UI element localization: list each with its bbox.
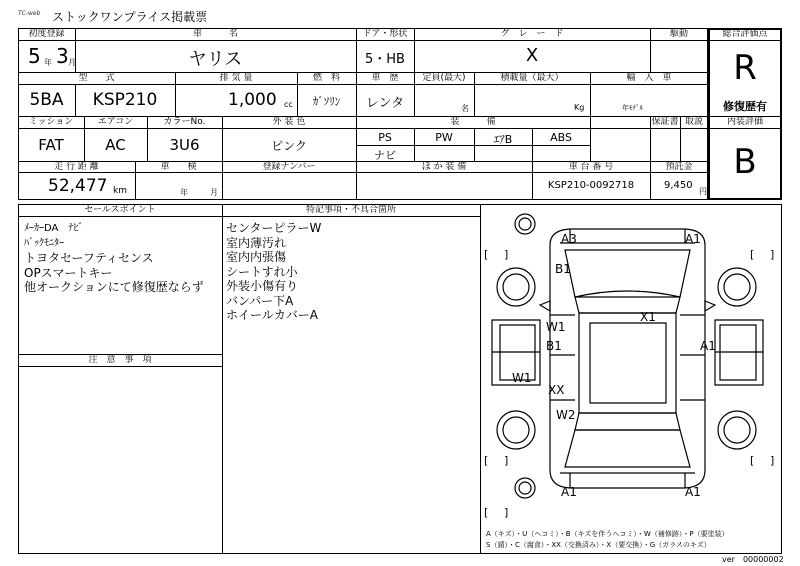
mileage-value: 52,477 [48, 176, 108, 196]
damage-mark-a1-front: A1 [685, 232, 701, 246]
svg-text:[: [ [484, 506, 489, 519]
svg-text:]: ] [504, 454, 509, 467]
model-prefix: 5BA [29, 90, 64, 110]
damage-mark-w1-side: W1 [512, 371, 532, 385]
damage-mark-xx: XX [548, 383, 565, 397]
drive-label: 駆動 [669, 29, 688, 39]
damage-mark-w2: W2 [556, 408, 576, 422]
damage-legend-line2: S（錆）・C（腐食）・XX（交換済み）・X（要交換）・G（ガラスのキズ） [486, 541, 711, 549]
list-item: トヨタセーフティセンス [24, 251, 154, 265]
equipment-airbag: ｴｱB [493, 133, 513, 146]
mileage-label: 走 行 距 離 [54, 162, 99, 172]
list-item: OPスマートキー [24, 265, 113, 280]
damage-mark-w1-pillar: W1 [546, 320, 566, 334]
svg-text:[: [ [750, 248, 755, 261]
interior-grade-label: 内装評価 [726, 117, 763, 127]
special-notes-label: 特記事項・不具合箇所 [305, 205, 396, 215]
overall-grade: R [733, 48, 757, 88]
displacement-label: 排 気 量 [219, 73, 253, 83]
overall-grade-label: 総合評価点 [722, 29, 768, 39]
svg-text:]: ] [770, 248, 775, 261]
list-item: 室内薄汚れ [226, 235, 287, 250]
import-label: 輸 入 車 [626, 73, 672, 83]
exterior-color-value: ピンク [271, 139, 307, 153]
list-item: ホイールカバーA [226, 308, 318, 322]
door-value: 5・HB [365, 52, 405, 67]
list-item: ﾊﾞｯｸﾓﾆﾀｰ [24, 237, 64, 249]
fuel-label: 燃 料 [312, 73, 340, 83]
equipment-ps: PS [378, 131, 392, 144]
chassis-value: KSP210-0092718 [547, 180, 635, 191]
mission-value: FAT [38, 136, 64, 154]
grade-label: グ レ ー ド [500, 29, 564, 39]
damage-mark-a1-rear-left: A1 [561, 485, 577, 499]
aircon-label: エアコン [97, 117, 134, 127]
svg-text:]: ] [504, 506, 509, 519]
inspection-year-unit: 年 [180, 188, 188, 197]
deposit-value: 9,450 [664, 180, 693, 191]
sales-points-label: セールスポイント [84, 205, 156, 215]
overall-grade-note: 修復歴有 [723, 100, 767, 113]
door-label: ドア・形状 [362, 29, 408, 39]
import-sub: 年ﾓﾃﾞﾙ [622, 104, 643, 112]
sales-points-list [24, 222, 204, 295]
list-item: センターピラーW [226, 221, 322, 235]
chassis-label: 車 台 番 号 [568, 162, 614, 172]
deposit-label: 預託金 [665, 162, 693, 172]
year-unit: 年 [44, 58, 52, 67]
color-no-value: 3U6 [169, 136, 200, 154]
svg-text:]: ] [770, 454, 775, 467]
equipment-abs: ABS [550, 131, 572, 144]
list-item: バンパー下A [226, 293, 294, 308]
capacity-label: 定員(最大) [422, 73, 466, 83]
fuel-value: ｶﾞｿﾘﾝ [312, 95, 341, 108]
month-unit: 月 [68, 58, 76, 67]
equipment-label: 装 備 [450, 117, 496, 127]
history-label: 車 歴 [371, 73, 399, 83]
exterior-color-label: 外 装 色 [272, 117, 306, 127]
warranty-label: 保証書 [651, 117, 679, 127]
mileage-unit: km [113, 186, 127, 196]
svg-text:]: ] [504, 248, 509, 261]
svg-text:[: [ [484, 248, 489, 261]
damage-mark-b1-hood: B1 [555, 262, 571, 276]
equipment-pw: PW [435, 131, 453, 144]
plate-label: 登録ナンバー [262, 162, 316, 172]
svg-text:[: [ [750, 454, 755, 467]
svg-text:[: [ [484, 454, 489, 467]
displacement-unit: cc [284, 100, 293, 109]
manual-label: 取説 [684, 117, 703, 127]
inspection-month-unit: 月 [210, 188, 218, 197]
car-name-label: 車 名 [192, 29, 238, 39]
version-label: ver 00000002 [722, 555, 784, 564]
inspection-label: 車 検 [160, 162, 197, 172]
damage-mark-a1-rear-right: A1 [685, 485, 701, 499]
displacement-value: 1,000 [228, 90, 277, 110]
year-value: 5 [28, 44, 41, 68]
damage-mark-b1-door: B1 [546, 339, 562, 353]
capacity-unit: 名 [461, 104, 469, 113]
model-value: KSP210 [92, 90, 158, 110]
color-no-label: カラーNo. [163, 117, 206, 127]
page-title: ストックワンプライス掲載票 [52, 10, 208, 24]
grade-value: X [525, 45, 539, 66]
deposit-unit: 円 [699, 187, 707, 196]
interior-grade: B [733, 142, 757, 182]
car-name: ヤリス [188, 49, 243, 70]
list-item: 室内内張傷 [226, 250, 287, 264]
history-value: レンタ [365, 96, 405, 111]
mission-label: ミッション [28, 117, 74, 127]
month-value: 3 [56, 44, 69, 68]
list-item: シートすれ小 [226, 264, 298, 279]
load-unit: Kg [574, 103, 585, 112]
damage-legend-line1: A（キズ）・U（ヘコミ）・B（キズを伴うヘコミ）・W（補修跡）・P（要塗装） [486, 530, 729, 538]
car-damage-diagram [480, 205, 782, 535]
first-reg-label: 初度登録 [28, 29, 65, 39]
damage-mark-a1-right-door: A1 [700, 339, 716, 353]
list-item: 他オークションにて修復歴ならず [24, 280, 204, 294]
logo: TC-web [18, 10, 41, 17]
equipment-navi: ナビ [374, 149, 396, 162]
damage-mark-a3: A3 [561, 232, 577, 246]
aircon-value: AC [105, 136, 126, 154]
special-notes-list [226, 221, 321, 323]
notes-label: 注 意 事 項 [88, 355, 152, 365]
load-label: 積載量（最大） [500, 73, 564, 83]
damage-mark-x1: X1 [640, 310, 656, 324]
list-item: ﾒｰｶｰDA ﾅﾋﾞ [24, 223, 84, 234]
other-equipment-label: ほ か 装 備 [421, 162, 467, 172]
model-label: 型 式 [78, 73, 115, 83]
list-item: 外装小傷有り [226, 279, 299, 293]
